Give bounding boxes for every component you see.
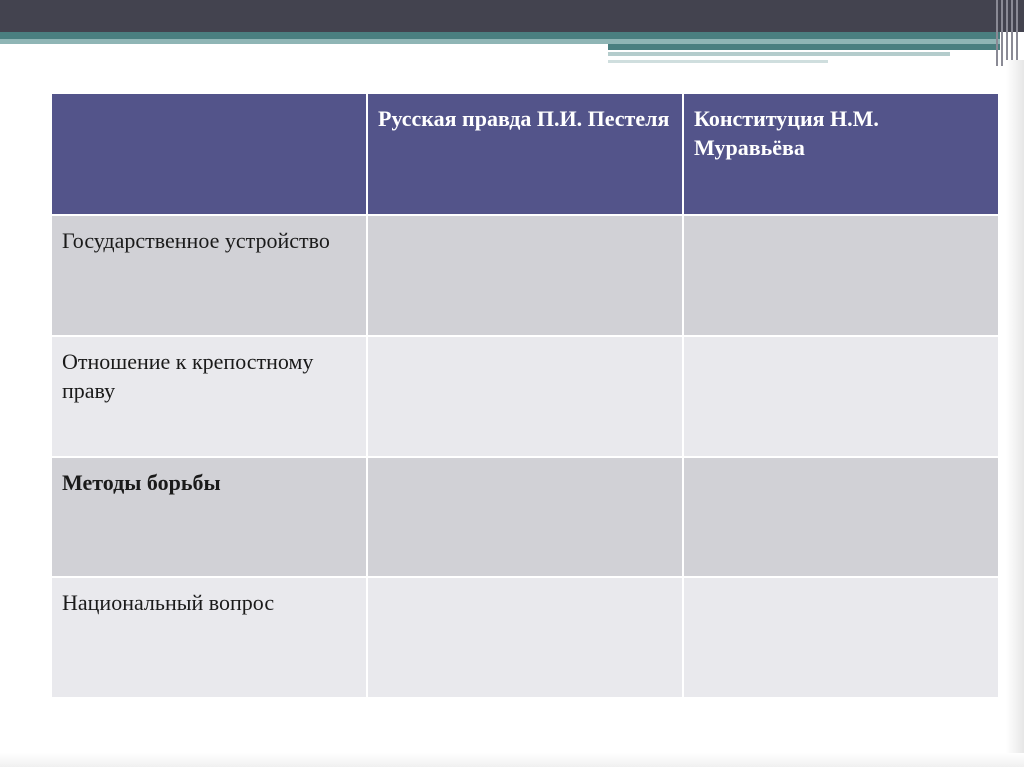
table-header-row	[51, 93, 999, 215]
row-label: Отношение к крепостному праву	[51, 336, 367, 457]
decor-stripes	[996, 0, 1018, 66]
row-label: Методы борьбы	[51, 457, 367, 578]
table-cell	[683, 215, 999, 336]
comparison-table	[50, 92, 1000, 699]
header-cell-empty	[51, 93, 367, 215]
table-cell	[367, 336, 683, 457]
table-cell	[367, 457, 683, 578]
row-label: Государственное устройство	[51, 215, 367, 336]
table-row	[51, 336, 999, 457]
table-cell	[683, 457, 999, 578]
table-cell	[367, 215, 683, 336]
table-row	[51, 577, 999, 698]
table-row	[51, 457, 999, 578]
accent-line	[608, 44, 1000, 50]
page-edge-shadow	[0, 753, 1024, 767]
accent-line	[0, 32, 1000, 39]
table-cell	[367, 577, 683, 698]
page-edge-shadow	[1006, 60, 1024, 767]
header-cell-muravyov: Конституция Н.М. Муравьёва	[683, 93, 999, 215]
accent-line	[608, 60, 828, 63]
header-cell-pestel: Русская правда П.И. Пестеля	[367, 93, 683, 215]
row-label: Национальный вопрос	[51, 577, 367, 698]
accent-line	[608, 52, 950, 56]
top-decor-bar	[0, 0, 1024, 32]
table-cell	[683, 336, 999, 457]
table-cell	[683, 577, 999, 698]
table-row	[51, 215, 999, 336]
